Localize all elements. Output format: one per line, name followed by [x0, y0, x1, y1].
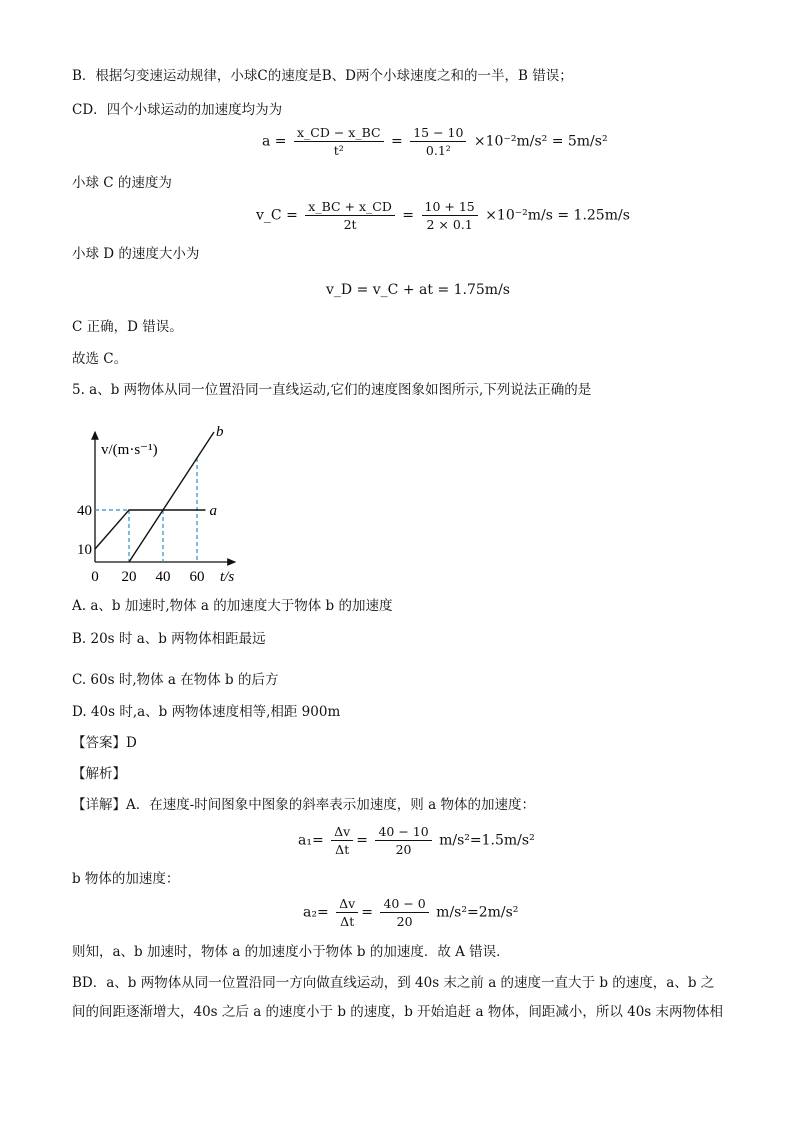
question-5: 5. a、b 两物体从同一位置沿同一直线运动,它们的速度图象如图所示,下列说法正确的是 — [72, 382, 592, 398]
eq4-den1: Δt — [335, 842, 350, 857]
eq1-tail: ×10⁻²m/s² = 5m/s² — [473, 133, 608, 150]
bd-line-1: BD．a、b 两物体从同一位置沿同一方向做直线运动，到 40s 末之前 a 的速度一直大于 b 的速度，a、b 之 — [72, 975, 715, 991]
eq4-frac1 — [331, 823, 353, 858]
b-accel-line: b 物体的加速度： — [72, 871, 180, 887]
eq1-frac1 — [294, 124, 384, 159]
series-a-label: a — [209, 503, 217, 519]
eq2-den1: 2t — [343, 217, 357, 232]
eq5-tail: m/s²=2m/s² — [436, 904, 519, 921]
eq1-den1: t² — [333, 143, 344, 158]
x-axis-label: t/s — [220, 569, 235, 585]
analysis-heading: 【解析】 — [72, 766, 126, 782]
eq4-num2: 40 − 10 — [375, 823, 431, 841]
equation-vc: v_C = $\frac{x\_BC + x\_CD}{2t}$ = $\frac{10 + 15}{2 \times 0.1}$ ×10⁻²m/s = 1.25m/s — [256, 199, 630, 232]
option-c: C. 60s 时,物体 a 在物体 b 的后方 — [72, 672, 279, 688]
eq4-frac2 — [375, 823, 431, 858]
eq4-den2: 20 — [395, 842, 412, 857]
x-tick-0: 0 — [91, 569, 99, 585]
eq5-den2: 20 — [396, 914, 413, 929]
y-tick-40: 40 — [77, 503, 92, 519]
eq1-frac2 — [410, 124, 466, 159]
y-tick-10: 10 — [77, 542, 92, 558]
series-b-label: b — [216, 424, 224, 440]
equation-acceleration: a = $\frac{x\_CD - x\_BC}{\text{t²}}$ = $\frac{15 - 10}{\text{0.1²}}$ ×10⁻²m/s² = 5m/s² — [262, 125, 608, 158]
eq5-num1: Δv — [336, 895, 358, 913]
eq5-num2: 40 − 0 — [380, 895, 428, 913]
eq2-den2: 2 × 0.1 — [426, 217, 473, 232]
option-b: B. 20s 时 a、b 两物体相距最远 — [72, 631, 266, 647]
eq5-frac2 — [380, 895, 428, 930]
eq4-num1: Δv — [331, 823, 353, 841]
option-a: A. a、b 加速时,物体 a 的加速度大于物体 b 的加速度 — [72, 598, 393, 614]
text-line-choose-c: 故选 C。 — [72, 351, 128, 367]
eq1-den2: 0.1² — [425, 143, 451, 158]
eq2-num1: x_BC + x_CD — [305, 198, 395, 216]
x-tick-40: 40 — [155, 569, 171, 585]
eq5-lhs: a₂= — [303, 904, 329, 921]
x-tick-60: 60 — [189, 569, 205, 585]
text-line-c-correct: C 正确，D 错误。 — [72, 319, 183, 335]
x-tick-20: 20 — [121, 569, 137, 585]
conclusion-a: 则知，a、b 加速时，物体 a 的加速度小于物体 b 的加速度．故 A 错误． — [72, 944, 510, 960]
eq2-num2: 10 + 15 — [422, 198, 478, 216]
eq2-frac1 — [305, 198, 395, 233]
equation-vd: v_D = v_C + at = 1.75m/s — [326, 282, 510, 298]
text-line-cd: CD．四个小球运动的加速度均为为 — [72, 102, 283, 118]
eq2-frac2 — [422, 198, 478, 233]
eq4-tail: m/s²=1.5m/s² — [439, 832, 535, 849]
velocity-time-chart — [70, 410, 250, 585]
eq2-tail: ×10⁻²m/s = 1.25m/s — [485, 207, 630, 224]
text-line-vc: 小球 C 的速度为 — [72, 175, 172, 191]
text-line-b: B．根据匀变速运动规律，小球C的速度是B、D两个小球速度之和的一半，B 错误； — [72, 68, 573, 84]
detail-a: 【详解】A．在速度-时间图象中图象的斜率表示加速度，则 a 物体的加速度： — [72, 797, 535, 813]
text-line-vd: 小球 D 的速度大小为 — [72, 246, 200, 262]
option-d: D. 40s 时,a、b 两物体速度相等,相距 900m — [72, 704, 341, 720]
answer: 【答案】D — [72, 735, 137, 751]
eq1-num1: x_CD − x_BC — [294, 124, 384, 142]
equation-a1: a₁= $\frac{\Delta v}{\Delta t}$ = $\frac{40 - 10}{20}$ m/s²=1.5m/s² — [298, 824, 535, 857]
eq2-lhs: v_C = — [256, 207, 298, 224]
eq5-den1: Δt — [340, 914, 355, 929]
eq1-lhs: a = — [262, 133, 287, 150]
bd-line-2: 间的间距逐渐增大，40s 之后 a 的速度小于 b 的速度，b 开始追赶 a 物体，间距减小，所以 40s 末两物体相 — [72, 1004, 724, 1020]
eq5-frac1 — [336, 895, 358, 930]
eq1-num2: 15 − 10 — [410, 124, 466, 142]
eq4-lhs: a₁= — [298, 832, 324, 849]
equation-a2: a₂= $\frac{\Delta v}{\Delta t}$ = $\frac{40 - 0}{20}$ m/s²=2m/s² — [303, 896, 519, 929]
y-axis-label: v/(m·s⁻¹) — [101, 442, 158, 458]
